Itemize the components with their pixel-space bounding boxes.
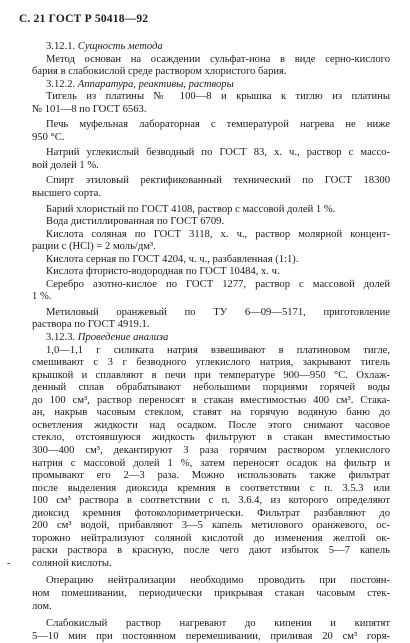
paragraph-line: Спирт этиловый ректификованный технический по ГОСТ 18300 bbox=[46, 175, 390, 187]
document-body bbox=[7, 41, 390, 643]
paragraph-line: рации с (HCl) = 2 моль/дм³. bbox=[32, 241, 156, 253]
paragraph-line: - соляной кислоты. bbox=[7, 557, 112, 569]
paragraph-line: № 101—8 по ГОСТ 6563. bbox=[32, 103, 147, 115]
paragraph-line: ан, накрыв часовым стеклом, ставят на горячую водяную баню до bbox=[32, 407, 390, 419]
paragraph-line: до 100 см³, раствор переносят в стакан вместимостью 400 см³. Стака- bbox=[32, 394, 390, 406]
paragraph-line: Барий хлористый по ГОСТ 4108, раствор с массовой долей 1 %. bbox=[46, 203, 336, 215]
paragraph-line: Метиловый оранжевый по ТУ 6—09—5171, приготовление bbox=[46, 306, 390, 318]
paragraph-line: денный сплав обрабатывают небольшими порциями горячей воды bbox=[32, 382, 390, 394]
paragraph-line: Метод основан на осаждении сульфат-иона в виде серно-кислого bbox=[46, 53, 390, 65]
section-heading-3-12-1: 3.12.1. Сущность метода bbox=[46, 41, 163, 52]
paragraph-line: Вода дистиллированная по ГОСТ 6709. bbox=[46, 216, 225, 228]
page-header: С. 21 ГОСТ Р 50418—92 bbox=[19, 13, 149, 25]
margin-dash-mark: - bbox=[7, 557, 11, 569]
paragraph-line: 1 %. bbox=[32, 291, 52, 303]
paragraph-line: Операцию нейтрализации необходимо проводить при постоян- bbox=[46, 575, 390, 587]
paragraph-line: Кислота серная по ГОСТ 4204, ч. ч., разбавленная (1:1). bbox=[46, 253, 299, 265]
paragraph-line: Кислота соляная по ГОСТ 3118, х. ч., раствор молярной концент- bbox=[46, 228, 390, 240]
paragraph-line: 100 см³ раствора в соответствии с п. 3.6.4, из которого определяют bbox=[32, 495, 390, 507]
paragraph-line: ном помешивании, периодически прикрывая стакан часовым стек- bbox=[32, 587, 390, 599]
paragraph-line: высшего сорта. bbox=[32, 188, 101, 200]
paragraph-line: бария в слабокислой среде раствором хлористого бария. bbox=[32, 66, 287, 78]
paragraph-line: промывают его 2—3 раза. Можно использовать также фильтрат bbox=[32, 470, 390, 482]
paragraph-line: Печь муфельная лабораторная с температурой нагрева не ниже bbox=[46, 119, 390, 131]
paragraph-line: после выделения диоксида кремния в соответствии с п. 3.5.3 или bbox=[32, 482, 390, 494]
paragraph-line: натрия с массовой долей 1 %, затем переносят осадок на фильтр и bbox=[32, 457, 390, 469]
paragraph-line: Кислота фтористо-водородная по ГОСТ 10484, х. ч. bbox=[46, 266, 280, 278]
paragraph-line: вой долей 1 %. bbox=[32, 159, 99, 171]
paragraph-line: стекло, отстоявшуюся жидкость фильтруют в стакан вместимостью bbox=[32, 432, 390, 444]
paragraph-line: 300—400 см³, декантируют 3 раза горячим раствором углекислого bbox=[32, 444, 390, 456]
paragraph-line: 1,0—1,1 г силиката натрия взвешивают в платиновом тигле, bbox=[46, 344, 390, 356]
paragraph-line: крышкой и сплавляют в печи при температуре 900—950 °С. Охлаж- bbox=[32, 369, 390, 381]
paragraph-line: 5—10 мин при постоянном перемешивании, приливая 20 см³ горя- bbox=[32, 630, 390, 642]
paragraph-line: Натрий углекислый безводный по ГОСТ 83, х. ч., раствор с массо- bbox=[46, 147, 390, 159]
paragraph-line: раствора по ГОСТ 4919.1. bbox=[32, 319, 150, 331]
paragraph-line: Слабокислый раствор нагревают до кипения и кипятят bbox=[46, 618, 390, 630]
paragraph-line: 950 °С. bbox=[32, 131, 65, 143]
paragraph-line: Тигель из платины № 100—8 и крышка к тиглю из платины bbox=[46, 91, 390, 103]
paragraph-line: смешивают с 3 г безводного углекислого натрия, закрывают тигель bbox=[32, 357, 390, 369]
paragraph-line: лом. bbox=[32, 600, 52, 612]
paragraph-line: 200 см³ водой, прибавляют 3—5 капель метилового оранжевого, ос- bbox=[32, 520, 390, 532]
paragraph-line: диоксид кремния фотоколориметрически. Фильтрат разбавляют до bbox=[32, 507, 390, 519]
paragraph-line: Серебро азотно-кислое по ГОСТ 1277, раствор с массовой долей bbox=[46, 278, 390, 290]
section-heading-3-12-2: 3.12.2. Аппаратура, реактивы, растворы bbox=[46, 78, 234, 90]
section-heading-3-12-3: 3.12.3. Проведение анализа bbox=[46, 332, 169, 344]
paragraph-line: торожно нейтрализуют соляной кислотой до изменения желтой ок- bbox=[32, 532, 390, 544]
paragraph-line: раски раствора в красную, после чего дают избыток 5—7 капель bbox=[32, 545, 390, 557]
paragraph-line: осветления жидкости над осадком. После этого снимают часовое bbox=[32, 419, 390, 431]
